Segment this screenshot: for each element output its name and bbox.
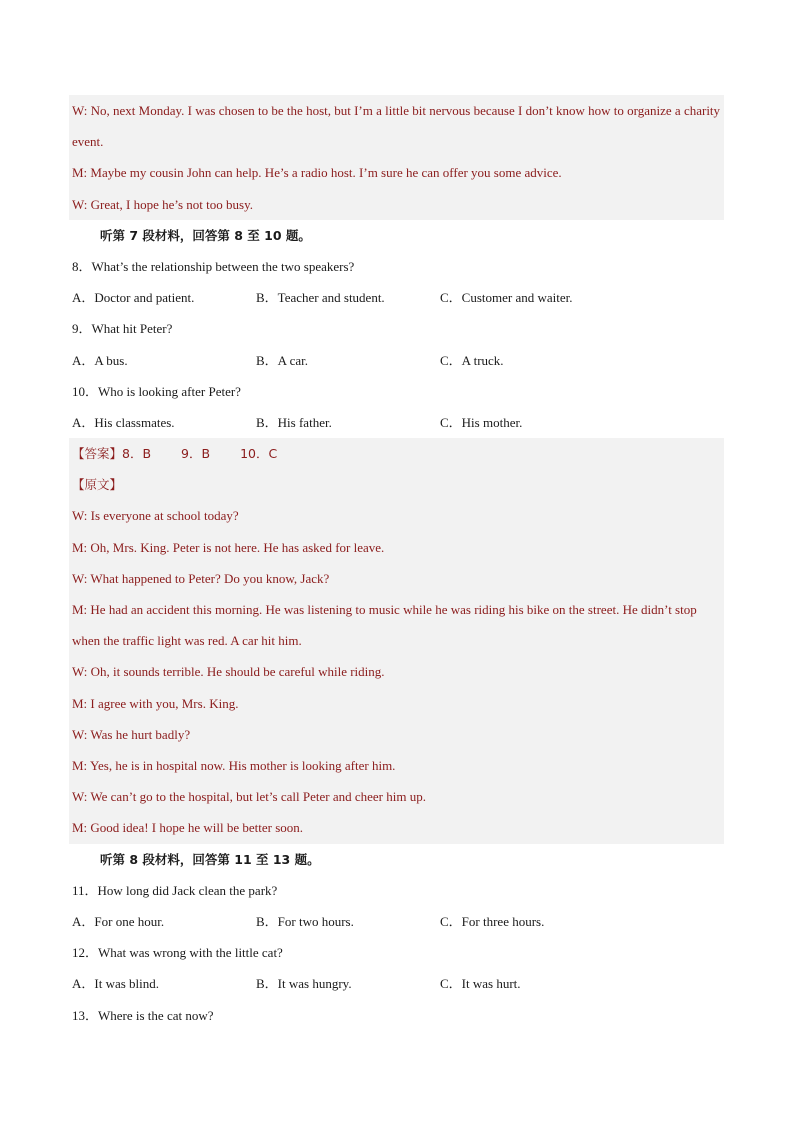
question-9-options — [69, 345, 724, 376]
answer-10: 10．C — [240, 446, 278, 462]
dialog-line: M: Maybe my cousin John can help. He’s a radio host. I’m sure he can offer you some advice. — [69, 157, 724, 188]
question-10-stem: 10．Who is looking after Peter? — [72, 383, 241, 399]
option-a: A．A bus. — [72, 352, 128, 368]
answer-line — [69, 438, 724, 469]
dialog-line: W: Great, I hope he’s not too busy. — [69, 189, 724, 220]
dialog-line: W: Oh, it sounds terrible. He should be careful while riding. — [69, 656, 724, 687]
dialog-line: W: We can’t go to the hospital, but let’s call Peter and cheer him up. — [69, 781, 724, 812]
answer-9: 9．B — [181, 446, 211, 462]
dialog-line: W: Is everyone at school today? — [69, 500, 724, 531]
option-a: A．For one hour. — [72, 913, 165, 929]
option-b: B．His father. — [256, 414, 332, 430]
question-11-stem: 11．How long did Jack clean the park? — [72, 882, 278, 898]
option-b: B．Teacher and student. — [256, 290, 385, 306]
question-11-options — [69, 906, 724, 937]
option-a: A．It was blind. — [72, 976, 160, 992]
question-12-stem: 12．What was wrong with the little cat? — [72, 945, 283, 961]
dialog-line: W: What happened to Peter? Do you know, Jack? — [69, 563, 724, 594]
question-10-options — [69, 407, 724, 438]
option-b: B．For two hours. — [256, 913, 354, 929]
dialog-line: M: He had an accident this morning. He was listening to music while he was riding his bike on the street. He didn’t stop when the traffic light was red. A car hit him. — [69, 594, 724, 656]
option-a: A．His classmates. — [72, 414, 175, 430]
option-c: C．A truck. — [440, 352, 504, 368]
section-heading-7: 听第 7 段材料，回答第 8 至 10 题。 — [100, 227, 311, 243]
question-9-stem: 9．What hit Peter? — [72, 321, 173, 337]
question-12-options — [69, 968, 724, 999]
option-a: A．Doctor and patient. — [72, 290, 195, 306]
option-b: B．A car. — [256, 352, 308, 368]
dialog-line: M: Yes, he is in hospital now. His mother is looking after him. — [69, 750, 724, 781]
answer-label: 【答案】 — [72, 446, 123, 462]
transcript-label: 【原文】 — [69, 469, 724, 500]
option-c: C．His mother. — [440, 414, 523, 430]
option-c: C．It was hurt. — [440, 976, 521, 992]
dialog-line: W: Was he hurt badly? — [69, 719, 724, 750]
dialog-line: M: Oh, Mrs. King. Peter is not here. He has asked for leave. — [69, 532, 724, 563]
question-13-stem: 13．Where is the cat now? — [72, 1007, 214, 1023]
option-c: C．Customer and waiter. — [440, 290, 573, 306]
page-content — [69, 95, 724, 1031]
question-8-options — [69, 282, 724, 313]
dialog-line: W: No, next Monday. I was chosen to be the host, but I’m a little bit nervous because I don’t know how to organize a charity event. — [69, 95, 724, 157]
answer-8: 8．B — [122, 446, 152, 462]
option-b: B．It was hungry. — [256, 976, 352, 992]
dialog-line: M: I agree with you, Mrs. King. — [69, 688, 724, 719]
option-c: C．For three hours. — [440, 913, 545, 929]
question-8-stem: 8．What’s the relationship between the two speakers? — [72, 258, 355, 274]
section-heading-8: 听第 8 段材料，回答第 11 至 13 题。 — [100, 851, 320, 867]
dialog-line: M: Good idea! I hope he will be better soon. — [69, 812, 724, 843]
